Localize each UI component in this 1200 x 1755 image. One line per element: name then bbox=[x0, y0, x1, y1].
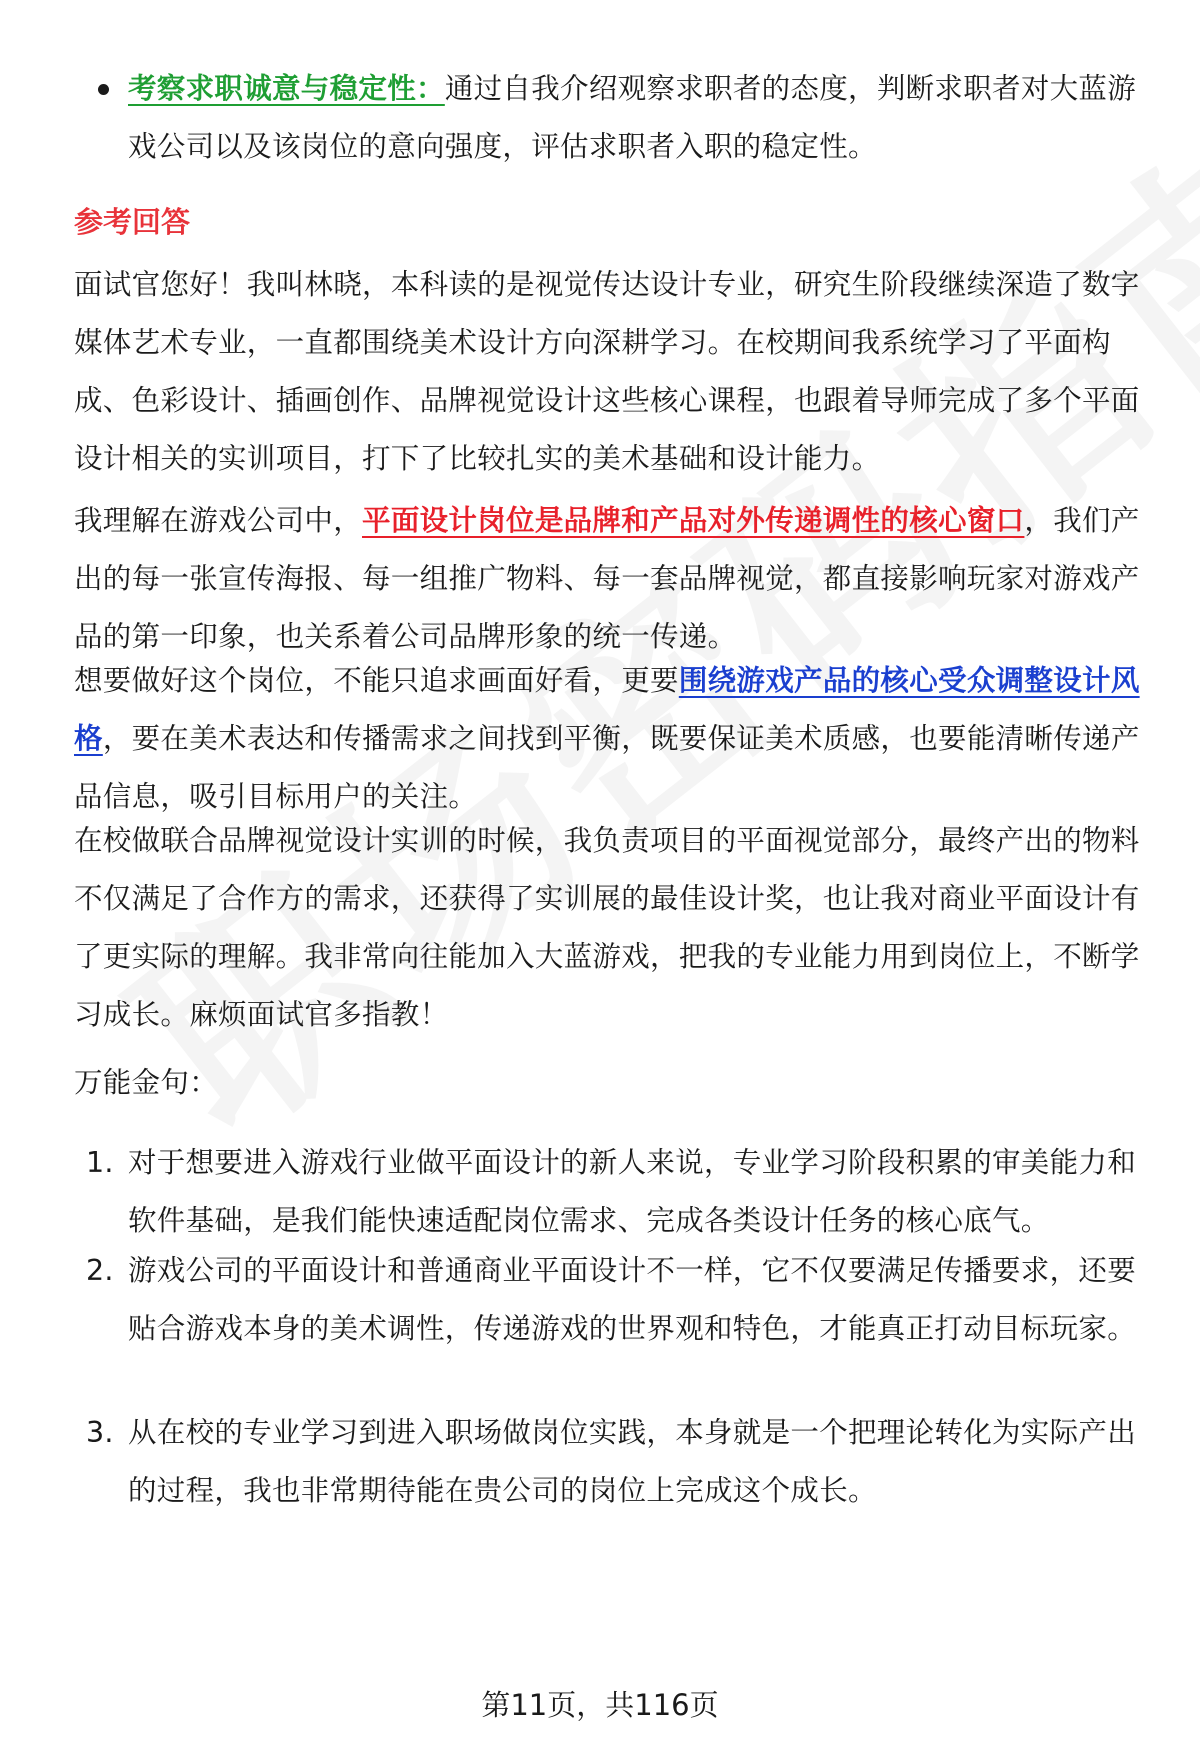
bullet-body: 通过自我介绍观察求职者的态度，判断求职者对大蓝游戏公司以及该岗位的意向强度，评估求职者入职的稳定性。 bbox=[128, 72, 1137, 163]
golden-sentences-label: 万能金句： bbox=[74, 1066, 219, 1099]
paragraph-understanding-before: 我理解在游戏公司中， bbox=[74, 504, 363, 537]
golden-item-number: 3. bbox=[86, 1416, 114, 1449]
golden-item-2 bbox=[74, 1242, 1144, 1358]
bullet-dot-icon bbox=[98, 84, 109, 95]
golden-item-text: 游戏公司的平面设计和普通商业平面设计不一样，它不仅要满足传播要求，还要贴合游戏本身的美术调性，传递游戏的世界观和特色，才能真正打动目标玩家。 bbox=[128, 1254, 1137, 1345]
paragraph-understanding-after: ，我们产出的每一张宣传海报、每一组推广物料、每一套品牌视觉，都直接影响玩家对游戏产品的第一印象，也关系着公司品牌形象的统一传递。 bbox=[74, 504, 1140, 653]
golden-item-number: 2. bbox=[86, 1254, 114, 1287]
bullet-label: 考察求职诚意与稳定性： bbox=[128, 72, 445, 105]
paragraph-approach-highlight: 围绕游戏产品的核心受众调整设计风格 bbox=[74, 664, 1140, 755]
paragraph-understanding-highlight: 平面设计岗位是品牌和产品对外传递调性的核心窗口 bbox=[362, 504, 1025, 537]
paragraph-approach-after: ，要在美术表达和传播需求之间找到平衡，既要保证美术质感，也要能清晰传递产品信息，吸引目标用户的关注。 bbox=[74, 722, 1140, 813]
section-title: 参考回答 bbox=[74, 205, 191, 239]
page-number: 第11页，共116页 bbox=[481, 1688, 719, 1722]
golden-item-text: 对于想要进入游戏行业做平面设计的新人来说，专业学习阶段积累的审美能力和软件基础，是我们能快速适配岗位需求、完成各类设计任务的核心底气。 bbox=[128, 1146, 1137, 1237]
paragraph-understanding bbox=[74, 492, 1144, 666]
golden-item-3 bbox=[74, 1404, 1144, 1520]
bullet-text bbox=[128, 60, 1144, 176]
bullet-item bbox=[74, 60, 1144, 176]
paragraph-intro: 面试官您好！我叫林晓，本科读的是视觉传达设计专业，研究生阶段继续深造了数字媒体艺术专业，一直都围绕美术设计方向深耕学习。在校期间我系统学习了平面构成、色彩设计、插画创作、品牌视觉设计这些核心课程，也跟着导师完成了多个平面设计相关的实训项目，打下了比较扎实的美术基础和设计能力。 bbox=[74, 268, 1140, 475]
paragraph-approach-before: 想要做好这个岗位，不能只追求画面好看，更要 bbox=[74, 664, 679, 697]
golden-item-text: 从在校的专业学习到进入职场做岗位实践，本身就是一个把理论转化为实际产出的过程，我也非常期待能在贵公司的岗位上完成这个成长。 bbox=[128, 1416, 1137, 1507]
golden-item-1 bbox=[74, 1134, 1144, 1250]
golden-item-number: 1. bbox=[86, 1146, 114, 1179]
paragraph-approach bbox=[74, 652, 1144, 826]
paragraph-experience: 在校做联合品牌视觉设计实训的时候，我负责项目的平面视觉部分，最终产出的物料不仅满足了合作方的需求，还获得了实训展的最佳设计奖，也让我对商业平面设计有了更实际的理解。我非常向往能加入大蓝游戏，把我的专业能力用到岗位上，不断学习成长。麻烦面试官多指教！ bbox=[74, 824, 1140, 1031]
